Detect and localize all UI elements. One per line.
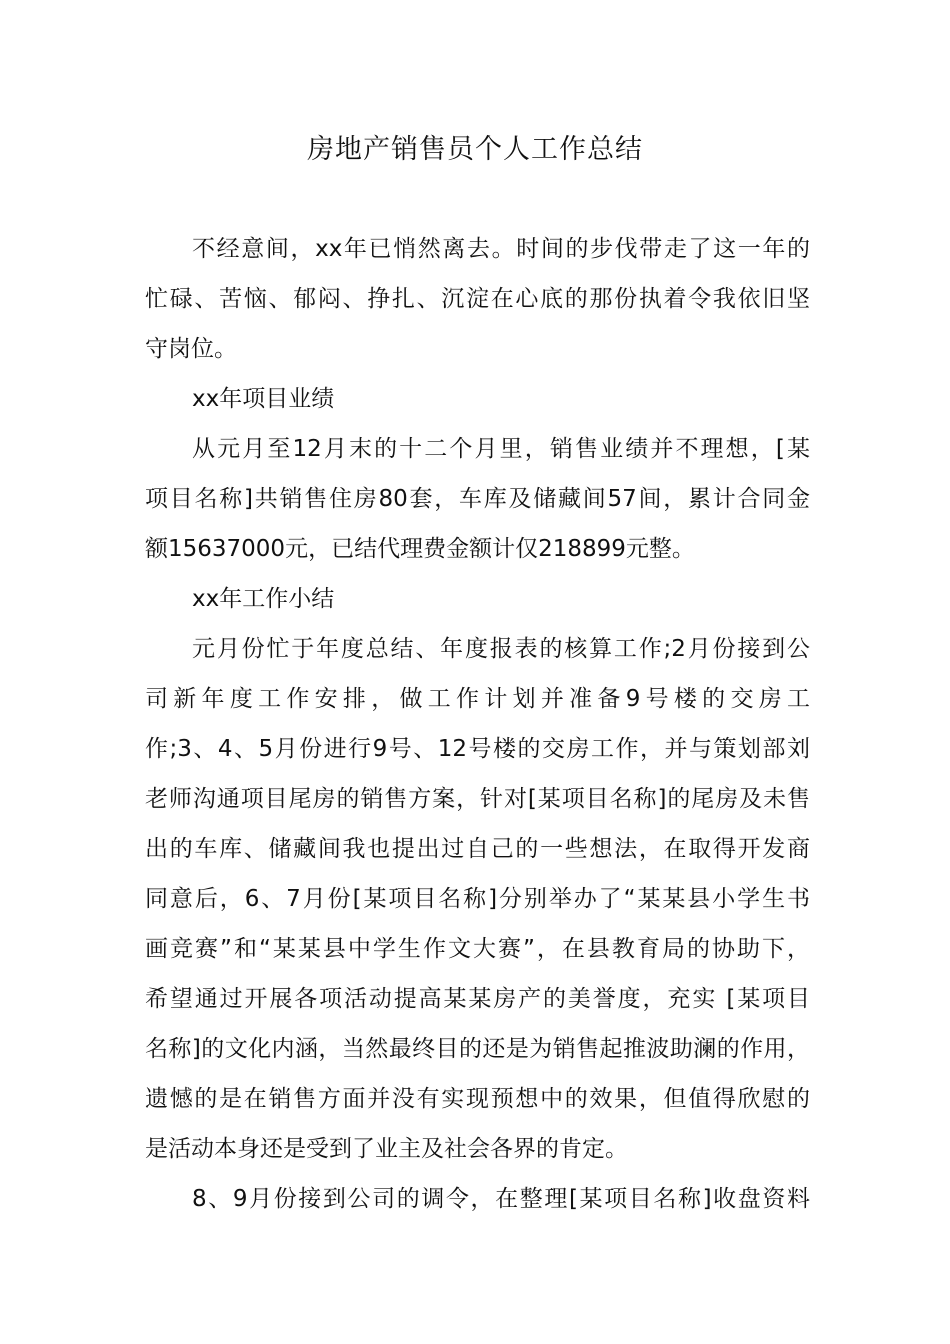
paragraph-3-line-3: 作;3、4、5月份进行9号、12号楼的交房工作，并与策划部刘 <box>145 736 810 762</box>
paragraph-3-line-9: 名称]的文化内涵，当然最终目的还是为销售起推波助澜的作用， <box>145 1036 810 1062</box>
paragraph-2-line-2: 项目名称]共销售住房80套，车库及储藏间57间，累计合同金 <box>145 486 810 512</box>
document-title: 房地产销售员个人工作总结 <box>307 134 643 165</box>
paragraph-3-line-2: 司新年度工作安排，做工作计划并准备9号楼的交房工 <box>145 686 810 712</box>
paragraph-3-line-7: 画竞赛”和“某某县中学生作文大赛”，在县教育局的协助下， <box>145 936 810 962</box>
paragraph-3-line-11: 是活动本身还是受到了业主及社会各界的肯定。 <box>145 1136 628 1162</box>
paragraph-1-line-3: 守岗位。 <box>145 336 237 362</box>
paragraph-3-line-10: 遗憾的是在销售方面并没有实现预想中的效果，但值得欣慰的 <box>145 1086 810 1112</box>
paragraph-3-line-1: 元月份忙于年度总结、年度报表的核算工作;2月份接到公 <box>192 636 810 662</box>
paragraph-4-line-1: 8、9月份接到公司的调令，在整理[某项目名称]收盘资料 <box>192 1186 810 1212</box>
paragraph-1-line-1: 不经意间，xx年已悄然离去。时间的步伐带走了这一年的 <box>192 236 810 262</box>
section-heading-performance: xx年项目业绩 <box>192 386 335 412</box>
paragraph-1-line-2: 忙碌、苦恼、郁闷、挣扎、沉淀在心底的那份执着令我依旧坚 <box>145 286 810 312</box>
section-heading-summary: xx年工作小结 <box>192 586 335 612</box>
paragraph-2-line-3: 额15637000元，已结代理费金额计仅218899元整。 <box>145 536 695 562</box>
paragraph-3-line-5: 出的车库、储藏间我也提出过自己的一些想法，在取得开发商 <box>145 836 810 862</box>
paragraph-3-line-4: 老师沟通项目尾房的销售方案，针对[某项目名称]的尾房及未售 <box>145 786 810 812</box>
paragraph-3-line-8: 希望通过开展各项活动提高某某房产的美誉度，充实 [某项目 <box>145 986 810 1012</box>
paragraph-2-line-1: 从元月至12月末的十二个月里，销售业绩并不理想，[某 <box>192 436 810 462</box>
paragraph-3-line-6: 同意后，6、7月份[某项目名称]分别举办了“某某县小学生书 <box>145 886 810 912</box>
